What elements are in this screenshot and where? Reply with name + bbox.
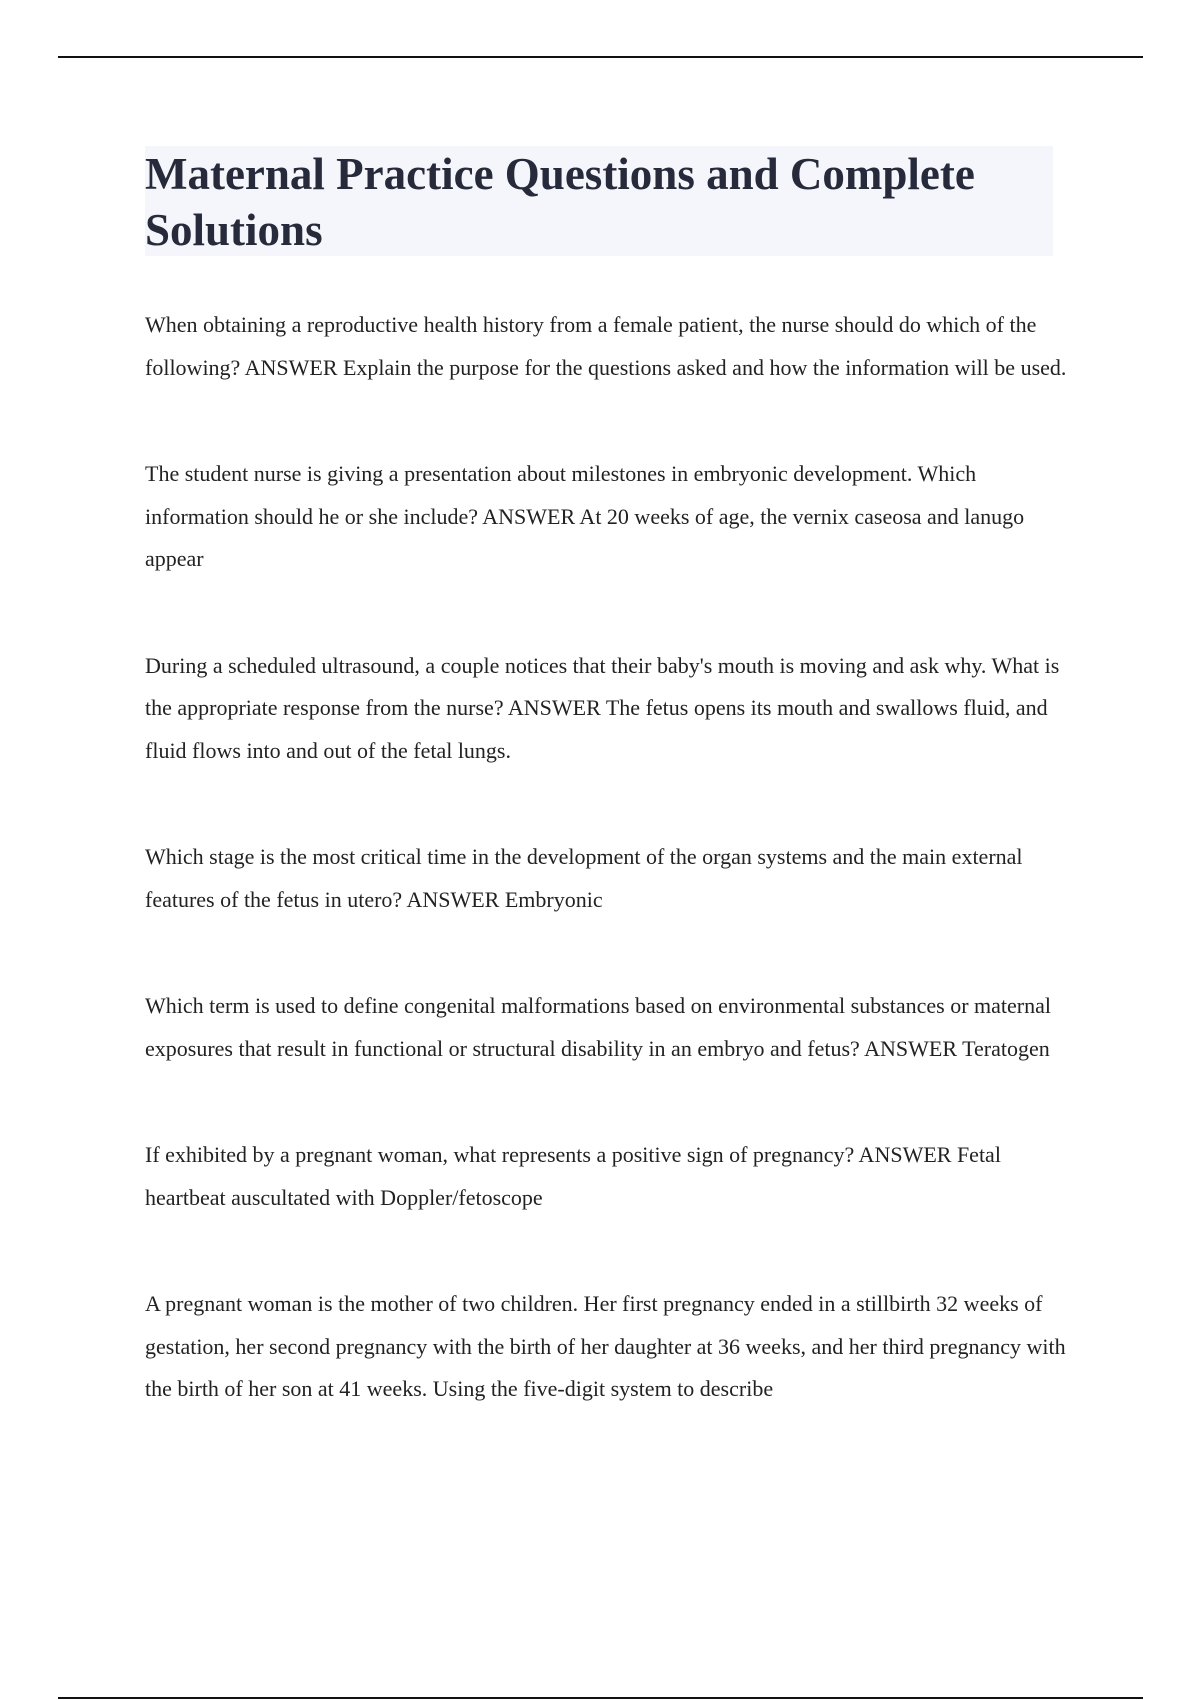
question-item: When obtaining a reproductive health history from a female patient, the nurse should do which of the following? ANSWER Explain the purpose for the questions asked and how the information will be used. — [145, 312, 1067, 380]
footer-rule — [58, 1697, 1143, 1699]
question-item: If exhibited by a pregnant woman, what represents a positive sign of pregnancy? ANSWER Fetal heartbeat auscultated with Doppler/fetoscope — [145, 1142, 1001, 1210]
question-item: Which term is used to define congenital malformations based on environmental substances or maternal exposures that result in functional or structural disability in an embryo and fetus? ANSWER Teratogen — [145, 993, 1052, 1061]
question-item: During a scheduled ultrasound, a couple notices that their baby's mouth is moving and ask why. What is the appropriate response from the nurse? ANSWER The fetus opens its mouth and swallows fluid, and fluid flows into and out of the fetal lungs. — [145, 652, 1060, 763]
question-list — [145, 304, 1070, 1475]
question-item: A pregnant woman is the mother of two children. Her first pregnancy ended in a stillbirth 32 weeks of gestation, her second pregnancy with the birth of her daughter at 36 weeks, and her third pregnancy with the birth of her son at 41 weeks. Using the five-digit system to describe — [145, 1291, 1066, 1401]
page-title: Maternal Practice Questions and Complete Solutions — [145, 149, 975, 255]
title-block — [145, 146, 1053, 256]
question-item: The student nurse is giving a presentation about milestones in embryonic development. Which information should he or she include? ANSWER At 20 weeks of age, the vernix caseosa and lanugo appear — [145, 461, 1025, 571]
header-rule — [58, 56, 1143, 58]
question-item: Which stage is the most critical time in the development of the organ systems and the main external features of the fetus in utero? ANSWER Embryonic — [145, 844, 1023, 912]
